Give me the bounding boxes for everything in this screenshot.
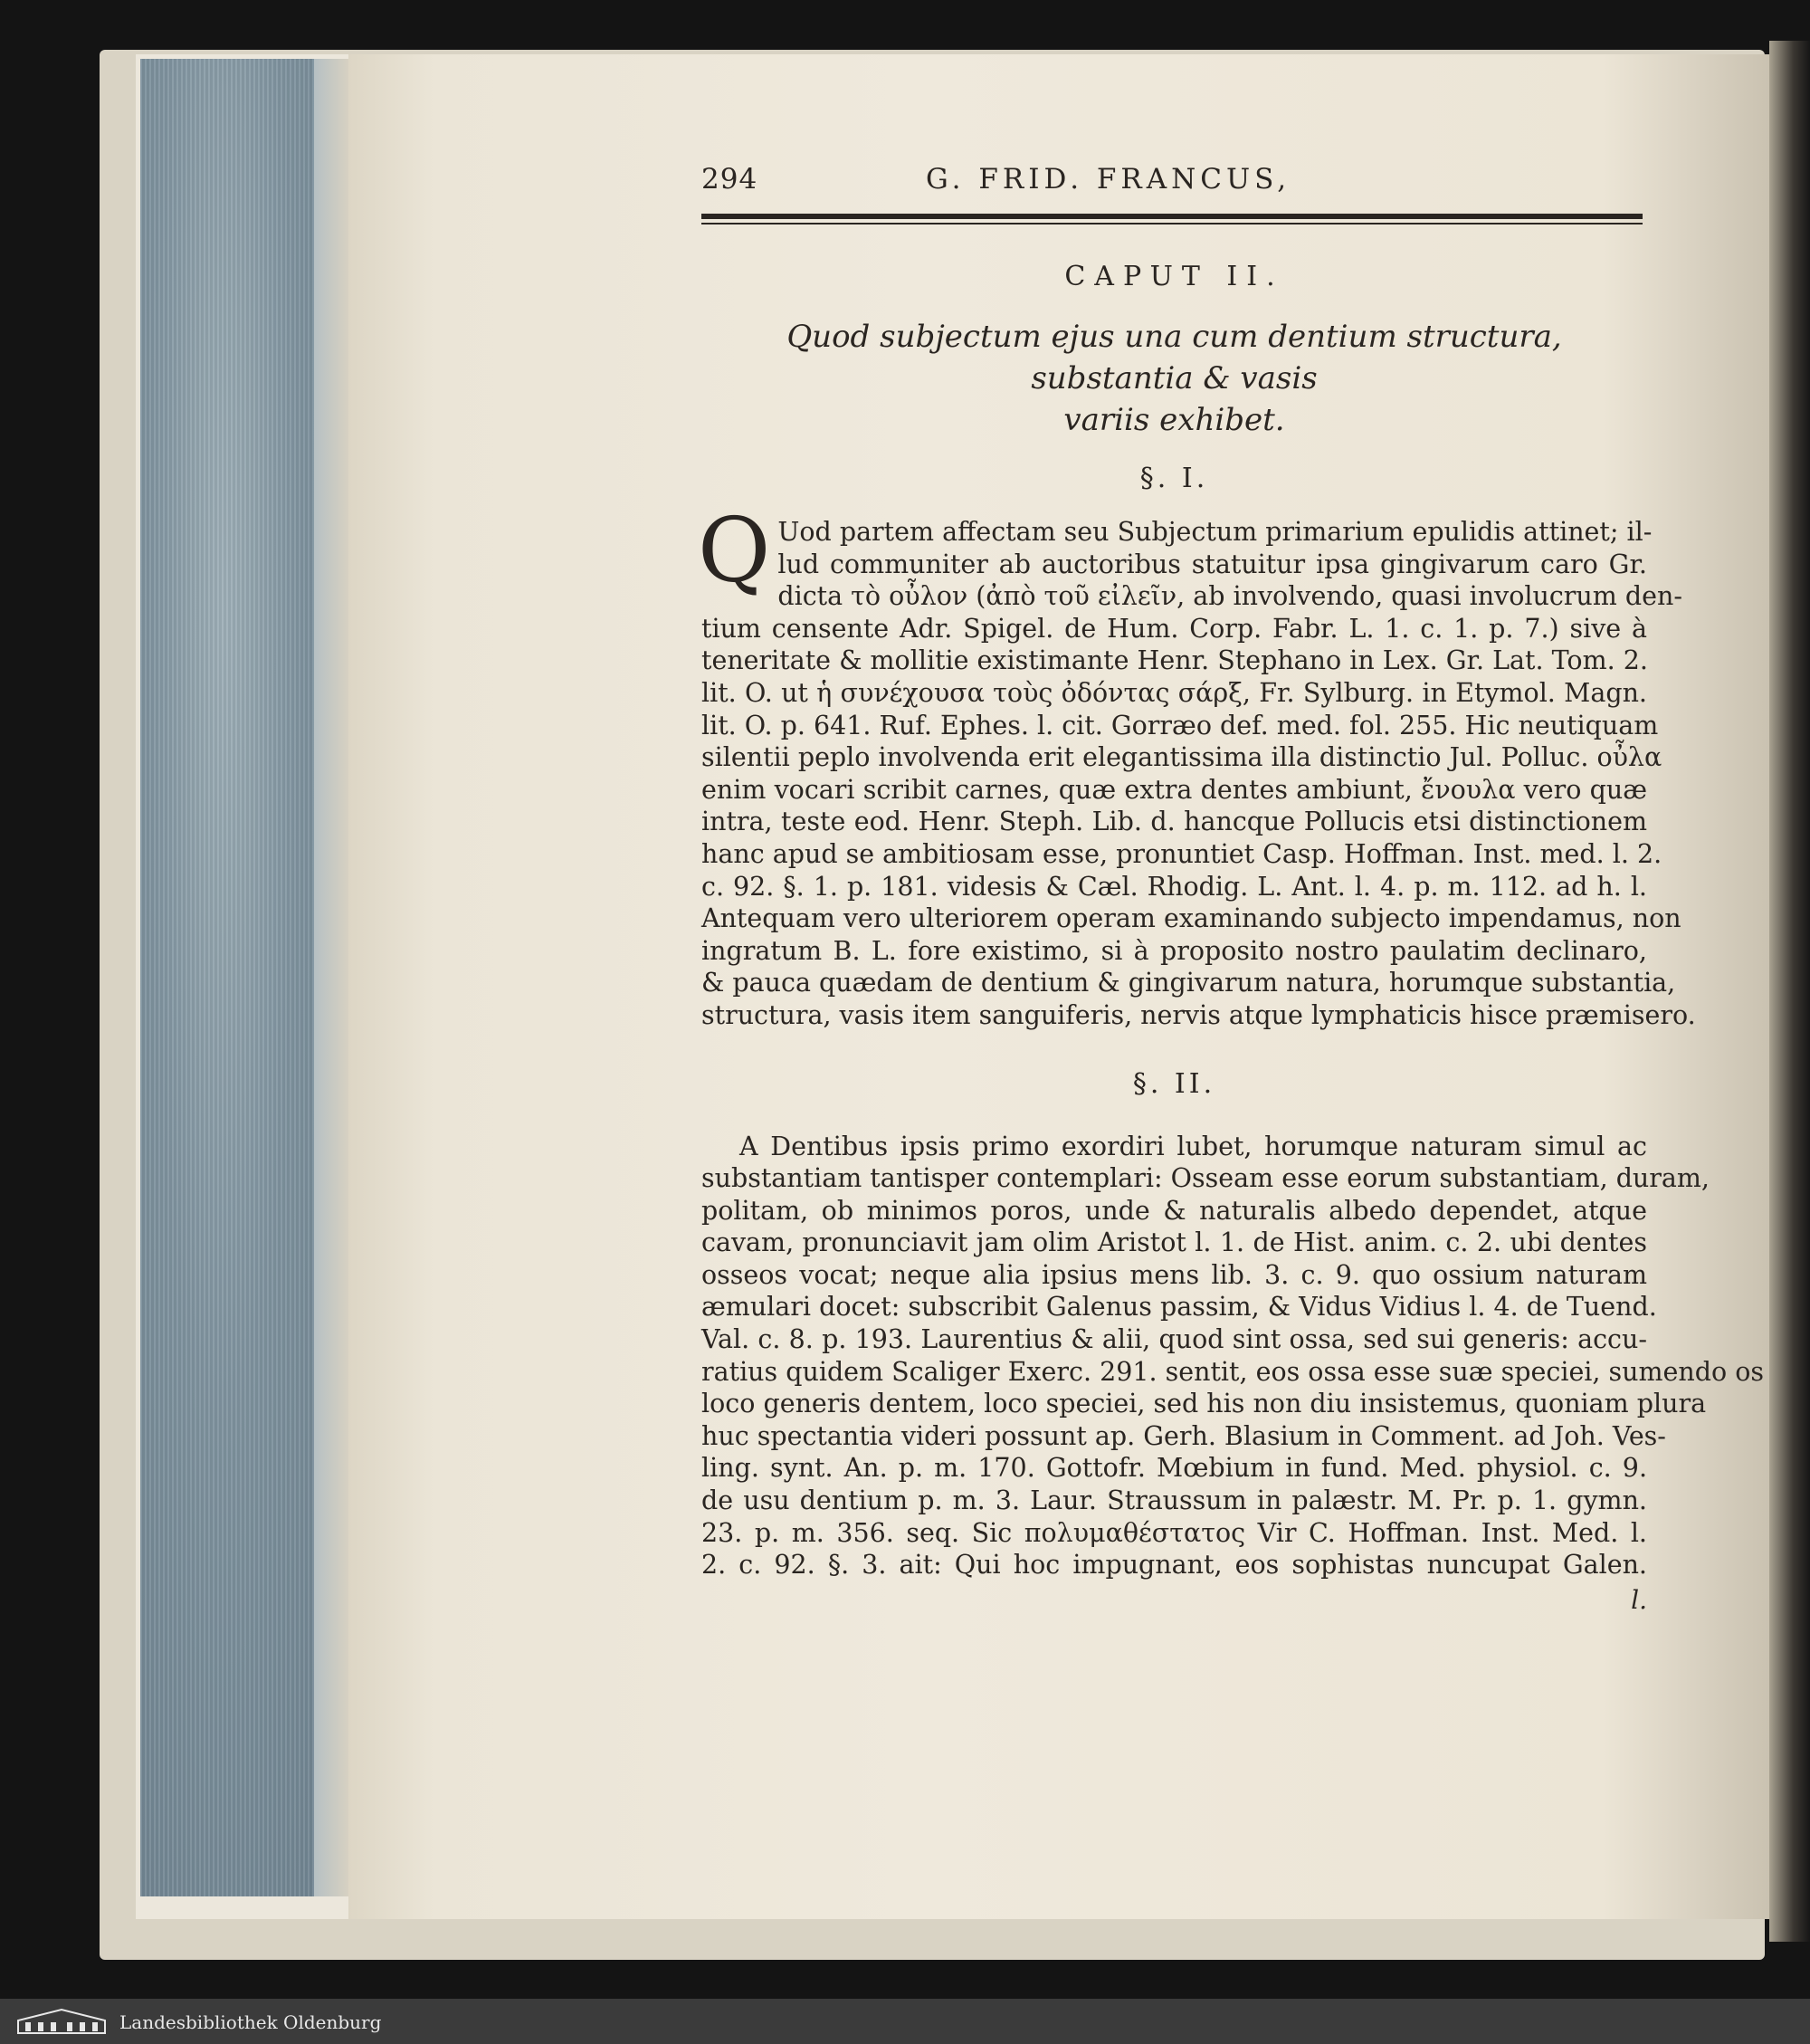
section-heading-2: §. II. — [1132, 1067, 1216, 1100]
text-line: dicta τὸ οὖλον (ἀπὸ τοῦ εἰλεῖν, ab involvendo, quasi involucrum den- — [777, 581, 1682, 612]
text-line: Antequam vero ulteriorem operam examinando subjecto impendamus, non — [701, 903, 1681, 934]
footer-bar — [0, 1999, 1810, 2044]
text-line: 23. p. m. 356. seq. Sic πολυμαθέστατος Vir C. Hoffman. Inst. Med. l. — [701, 1517, 1647, 1548]
header-rule — [701, 214, 1643, 224]
text-line: Val. c. 8. p. 193. Laurentius & alii, quod sint ossa, sed sui generis: accu- — [701, 1324, 1647, 1355]
book-gutter — [1769, 41, 1810, 1942]
fore-edge — [140, 59, 351, 1896]
running-title: G. FRID. FRANCUS, — [926, 163, 1291, 196]
text-line: ratius quidem Scaliger Exerc. 291. sentit, eos ossa esse suæ speciei, sumendo os — [701, 1356, 1765, 1387]
text-line: de usu dentium p. m. 3. Laur. Straussum in palæstr. M. Pr. p. 1. gymn. — [701, 1485, 1647, 1516]
section-1-text — [698, 500, 1696, 1032]
text-line: silentii peplo involvenda erit elegantissima illa distinctio Jul. Polluc. οὖλα — [701, 742, 1662, 773]
text-line: substantiam tantisper contemplari: Osseam esse eorum substantiam, duram, — [701, 1163, 1710, 1194]
section-heading-1: §. I. — [1139, 463, 1209, 494]
chapter-heading: CAPUT II. — [1064, 261, 1284, 292]
text-line: loco generis dentem, loco speciei, sed his non diu insistemus, quoniam plura — [701, 1389, 1707, 1419]
running-head — [701, 163, 1647, 208]
text-line: huc spectantia videri possunt ap. Gerh. Blasium in Comment. ad Joh. Ves- — [701, 1420, 1666, 1451]
text-line: Uod partem affectam seu Subjectum primarium epulidis attinet; il- — [777, 517, 1653, 547]
text-line: & pauca quædam de dentium & gingivarum natura, horumque substantia, — [701, 968, 1676, 998]
catchword: l. — [1631, 1584, 1647, 1615]
chapter-subtitle-line: Quod subjectum ejus una cum dentium structura, substantia & vasis — [786, 319, 1562, 396]
text-line: tium censente Adr. Spigel. de Hum. Corp. Fabr. L. 1. c. 1. p. 7.) sive à — [701, 613, 1647, 644]
text-line: lud communiter ab auctoribus statuitur ipsa gingivarum caro Gr. — [777, 549, 1647, 579]
drop-cap: Q — [698, 500, 771, 603]
text-line: A Dentibus ipsis primo exordiri lubet, horumque naturam simul ac — [739, 1131, 1647, 1161]
library-logo-icon — [16, 2008, 107, 2035]
text-line: enim vocari scribit carnes, quæ extra dentes ambiunt, ἔνουλα vero quæ — [701, 774, 1647, 805]
page-content — [698, 163, 1765, 1615]
section-2-text — [701, 1131, 1765, 1581]
text-line: intra, teste eod. Henr. Steph. Lib. d. hancque Pollucis etsi distinctionem — [701, 807, 1647, 837]
chapter-subtitle-line: variis exhibet. — [1063, 402, 1285, 438]
text-line: teneritate & mollitie existimante Henr. Stephano in Lex. Gr. Lat. Tom. 2. — [701, 645, 1648, 676]
text-line: ling. synt. An. p. m. 170. Gottofr. Mœbium in fund. Med. physiol. c. 9. — [701, 1453, 1647, 1484]
text-line: osseos vocat; neque alia ipsius mens lib. 3. c. 9. quo ossium naturam — [701, 1259, 1647, 1290]
text-line: æmulari docet: subscribit Galenus passim, & Vidus Vidius l. 4. de Tuend. — [701, 1292, 1657, 1323]
chapter-subtitle — [701, 316, 1647, 441]
text-line: ingratum B. L. fore existimo, si à proposito nostro paulatim declinaro, — [701, 935, 1647, 966]
text-line: lit. O. ut ἡ συνέχουσα τοὺς ὀδόντας σάρξ, Fr. Sylburg. in Etymol. Magn. — [701, 677, 1647, 708]
page-number: 294 — [701, 163, 758, 196]
text-line: c. 92. §. 1. p. 181. videsis & Cæl. Rhodig. L. Ant. l. 4. p. m. 112. ad h. l. — [701, 871, 1647, 902]
text-line: structura, vasis item sanguiferis, nervis atque lymphaticis hisce præmisero. — [701, 999, 1696, 1030]
text-line: 2. c. 92. §. 3. ait: Qui hoc impugnant, eos sophistas nuncupat Galen. — [701, 1550, 1647, 1581]
text-line: hanc apud se ambitiosam esse, pronuntiet Casp. Hoffman. Inst. med. l. 2. — [701, 838, 1662, 869]
text-line: lit. O. p. 641. Ruf. Ephes. l. cit. Gorræo def. med. fol. 255. Hic neutiquam — [701, 710, 1659, 740]
text-line: cavam, pronunciavit jam olim Aristot l. 1. de Hist. anim. c. 2. ubi dentes — [701, 1227, 1647, 1258]
library-name: Landesbibliothek Oldenburg — [119, 2011, 382, 2033]
text-line: politam, ob minimos poros, unde & naturalis albedo dependet, atque — [701, 1195, 1647, 1226]
